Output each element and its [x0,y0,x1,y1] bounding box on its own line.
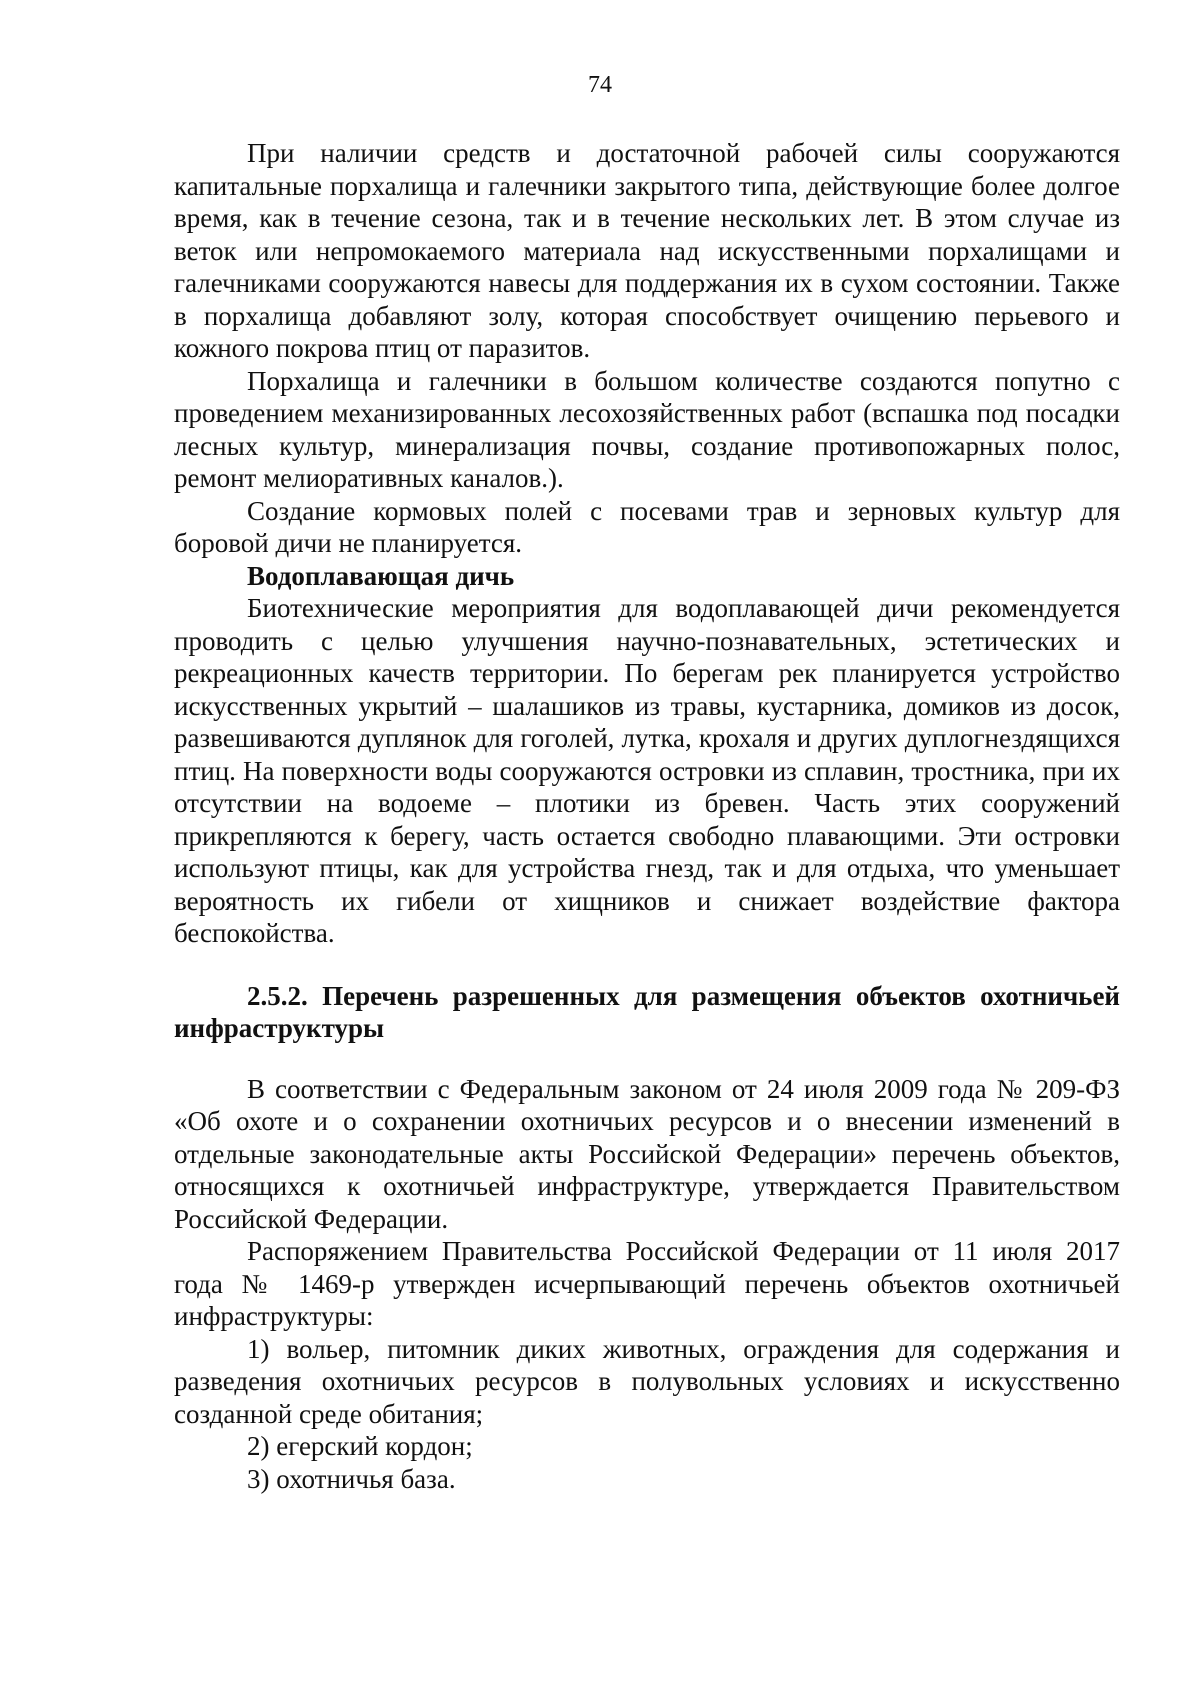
paragraph-federal-law: В соответствии с Федеральным законом от 24 июля 2009 года № 209-ФЗ «Об охоте и о сохранении охотничьих ресурсов и о внесении изменений в отдельные законодательные акты Российской Федерации» перечень объектов, относящихся к охотничьей инфраструктуре, утверждается Правительством Российской Федерации. [174,1073,1120,1234]
subheading-waterfowl: Водоплавающая дичь [247,560,515,591]
paragraph-government-order: Распоряжением Правительства Российской Федерации от 11 июля 2017 года № 1469-р утвержден исчерпывающий перечень объектов охотничьей инфраструктуры: [174,1236,1120,1331]
page-number: 74 [588,72,612,98]
paragraph-waterfowl-measures: Биотехнические мероприятия для водоплавающей дичи рекомендуется проводить с целью улучшения научно-познавательных, эстетических и рекреационных качеств территории. По берегам рек планируется устройство искусственных укрытий – шалашиков из травы, кустарника, домиков из досок, развешиваются дуплянок для гоголей, лутка, крохаля и других дуплогнездящихся птиц. На поверхности воды сооружаются островки из сплавин, тростника, при их отсутствии на водоеме – плотики из бревен. Часть этих сооружений прикрепляются к берегу, часть остается свободно плавающими. Эти островки используют птицы, как для устройства гнезд, так и для отдыха, что уменьшает вероятность их гибели от хищников и снижает воздействие фактора беспокойства. [174,593,1120,948]
list-item-hunting-base: 3) охотничья база. [247,1463,456,1494]
paragraph-feeding-fields: Создание кормовых полей с посевами трав и зерновых культур для боровой дичи не планируется. [174,495,1120,558]
list-item-enclosure: 1) вольер, питомник диких животных, ограждения для содержания и разведения охотничьих ресурсов в полувольных условиях и искусственно созданной среде обитания; [174,1333,1120,1429]
section-heading: 2.5.2. Перечень разрешенных для размещения объектов охотничьей инфраструктуры [174,980,1120,1043]
paragraph-forestry-works: Порхалища и галечники в большом количестве создаются попутно с проведением механизированных лесохозяйственных работ (вспашка под посадки лесных культур, минерализация почвы, создание противопожарных полос, ремонт мелиоративных каналов.). [174,365,1120,493]
list-item-ranger-post: 2) егерский кордон; [247,1431,473,1461]
paragraph-capital-dust-baths: При наличии средств и достаточной рабочей силы сооружаются капитальные порхалища и галечники закрытого типа, действующие более долгое время, как в течение сезона, так и в течение нескольких лет. В этом случае из веток или непромокаемого материала над искусственными порхалищами и галечниками сооружаются навесы для поддержания их в сухом состоянии. Также в порхалища добавляют золу, которая способствует очищению перьевого и кожного покрова птиц от паразитов. [174,138,1120,363]
document-body [174,137,1120,1495]
